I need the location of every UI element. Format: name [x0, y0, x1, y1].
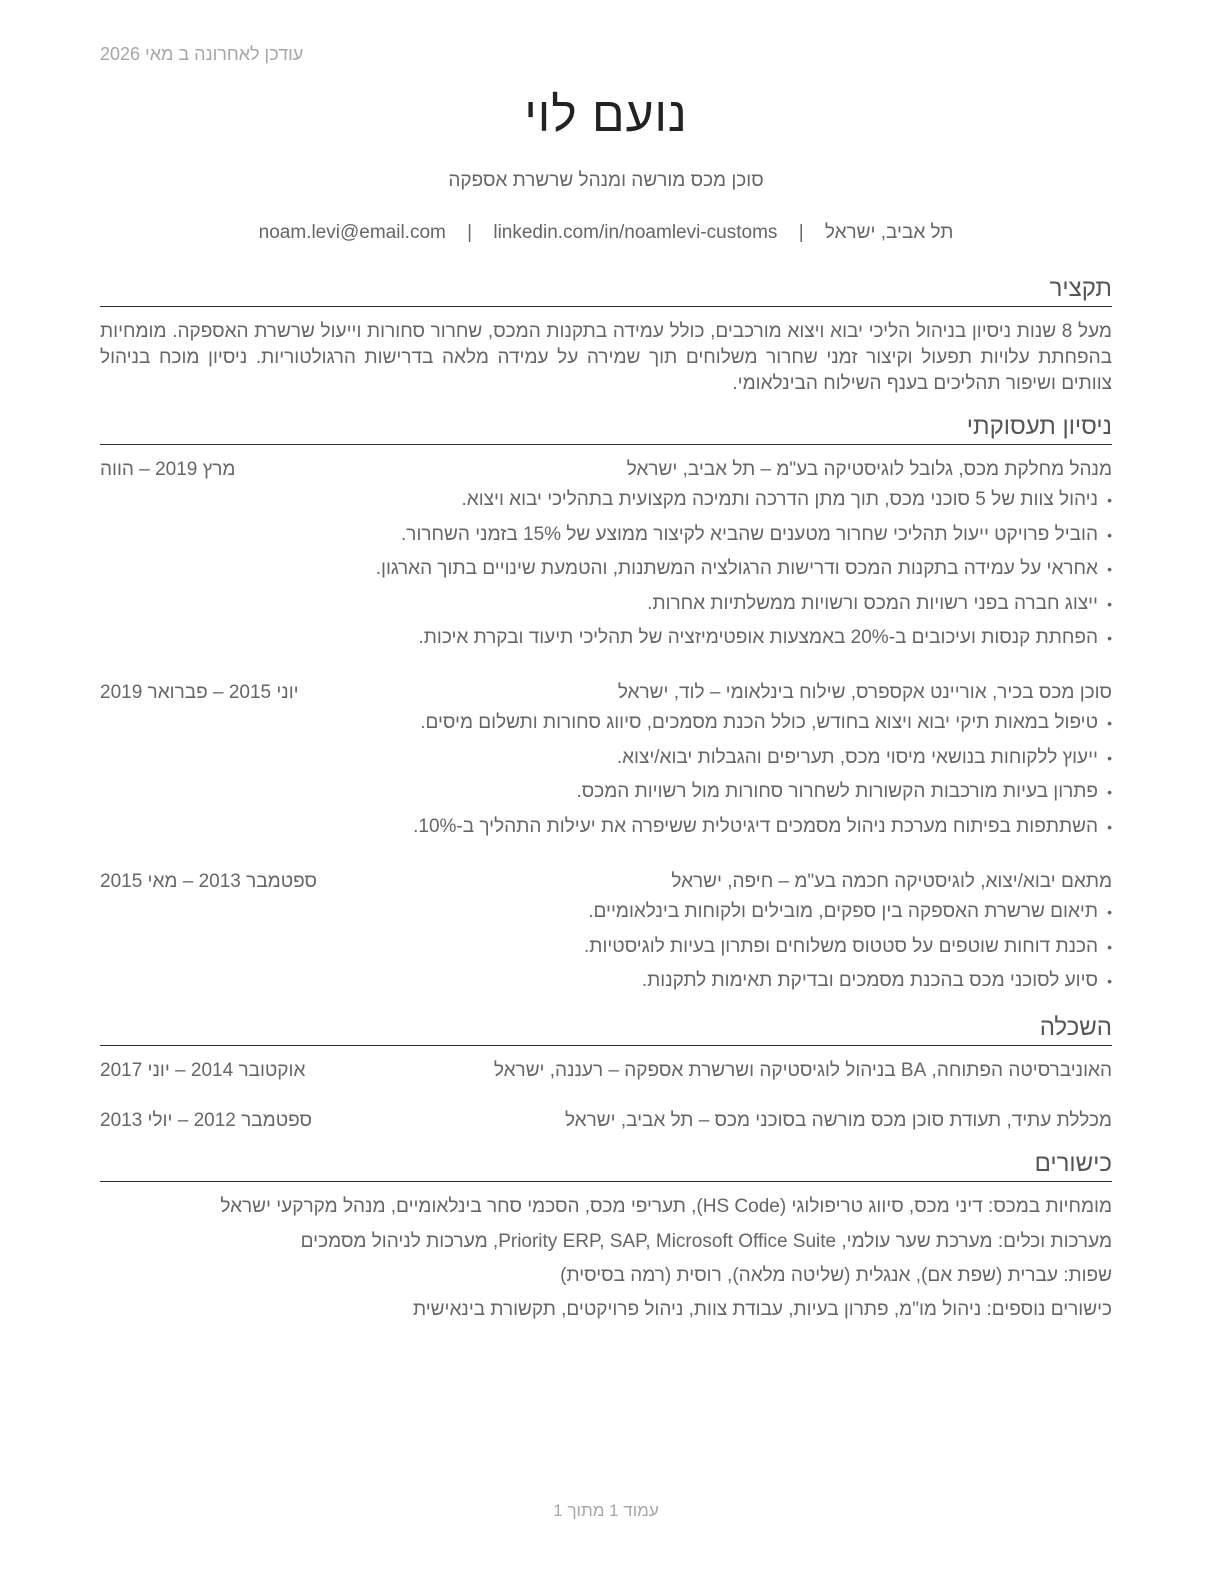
job-entry — [100, 869, 1112, 1003]
list-item: • ניהול צוות של 5 סוכני מכס, תוך מתן הדרכה ותמיכה מקצועית בתהליכי יבוא ויצוא. — [100, 487, 1098, 513]
job-title: מנהל מחלקת מכס, גלובל לוגיסטיקה בע"מ – תל אביב, ישראל — [626, 459, 1112, 480]
location: תל אביב, ישראל — [824, 222, 954, 243]
section-heading-skills: כישורים — [100, 1149, 1112, 1182]
job-entry — [100, 457, 1112, 660]
list-item: • הוביל פרויקט ייעול תהליכי שחרור מטענים שהביא לקיצור ממוצע של 15% בזמני השחרור. — [100, 522, 1098, 548]
list-item: • סיוע לסוכני מכס בהכנת מסמכים ובדיקת תאימות לתקנות. — [100, 968, 1098, 994]
job-title: סוכן מכס בכיר, אוריינט אקספרס, שילוח בינלאומי – לוד, ישראל — [617, 682, 1112, 703]
skill-line: שפות: עברית (שפת אם), אנגלית (שליטה מלאה), רוסית (רמה בסיסית) — [560, 1265, 1112, 1286]
skill-line: מומחיות במכס: דיני מכס, סיווג טריפולוגי (HS Code), תעריפי מכס, הסכמי סחר בינלאומיים, מנהל מקרקעי ישראל — [220, 1196, 1112, 1217]
education-dates: ספטמבר 2012 – יולי 2013 — [100, 1110, 312, 1131]
education-entry — [100, 1058, 1112, 1084]
page-number: עמוד 1 מתוך 1 — [553, 1501, 659, 1520]
job-bullets — [100, 487, 1112, 651]
job-bullets — [100, 899, 1112, 994]
education-dates: אוקטובר 2014 – יוני 2017 — [100, 1060, 306, 1081]
contact-line — [100, 222, 1112, 244]
education-title: מכללת עתיד, תעודת סוכן מכס מורשה בסוכני מכס – תל אביב, ישראל — [564, 1110, 1112, 1131]
education-entry — [100, 1108, 1112, 1134]
list-item: • השתתפות בפיתוח מערכת ניהול מסמכים דיגיטלית ששיפרה את יעילות התהליך ב-10%. — [100, 814, 1098, 840]
list-item: • פתרון בעיות מורכבות הקשורות לשחרור סחורות מול רשויות המכס. — [100, 779, 1098, 805]
last-updated: עודכן לאחרונה ב מאי 2026 — [100, 44, 304, 64]
job-dates: ספטמבר 2013 – מאי 2015 — [100, 871, 318, 892]
list-item: • טיפול במאות תיקי יבוא ויצוא בחודש, כולל הכנת מסמכים, סיווג סחורות ותשלום מיסים. — [100, 710, 1098, 736]
job-title: מתאם יבוא/יצוא, לוגיסטיקה חכמה בע"מ – חיפה, ישראל — [671, 871, 1112, 892]
email-link[interactable]: noam.levi@email.com — [258, 222, 446, 243]
list-item: • הכנת דוחות שוטפים על סטטוס משלוחים ופתרון בעיות לוגיסטיות. — [100, 934, 1098, 960]
resume-page — [100, 0, 1112, 1584]
job-entry — [100, 680, 1112, 848]
section-heading-summary: תקציר — [100, 274, 1112, 307]
skill-line: מערכות וכלים: מערכת שער עולמי, Priority ERP, SAP, Microsoft Office Suite, מערכות לניהול מסמכים — [300, 1231, 1112, 1252]
section-heading-education: השכלה — [100, 1013, 1112, 1046]
list-item: • ייצוג חברה בפני רשויות המכס ורשויות ממשלתיות אחרות. — [100, 591, 1098, 617]
list-item: • ייעוץ ללקוחות בנושאי מיסוי מכס, תעריפים והגבלות יבוא/יצוא. — [100, 745, 1098, 771]
skill-line: כישורים נוספים: ניהול מו"מ, פתרון בעיות, עבודת צוות, ניהול פרויקטים, תקשורת בינאישית — [413, 1299, 1112, 1320]
job-dates: יוני 2015 – פברואר 2019 — [100, 682, 299, 703]
job-bullets — [100, 710, 1112, 840]
candidate-subtitle: סוכן מכס מורשה ומנהל שרשרת אספקה — [448, 170, 764, 191]
section-heading-experience: ניסיון תעסוקתי — [100, 412, 1112, 445]
job-dates: מרץ 2019 – הווה — [100, 459, 236, 480]
summary-text: מעל 8 שנות ניסיון בניהול הליכי יבוא ויצוא מורכבים, כולל עמידה בתקנות המכס, שחרור סחורות וייעול שרשרת האספקה. מומחיות בהפחתת עלויות תפעול וקיצור זמני שחרור משלוחים תוך שמירה על עמידה מלאה בדרישות הרגולטוריות. ניסיון מוכח בניהול צוותים ושיפור תהליכים בענף השילוח הבינלאומי. — [100, 321, 1112, 394]
list-item: • הפחתת קנסות ועיכובים ב-20% באמצעות אופטימיזציה של תהליכי תיעוד ובקרת איכות. — [100, 625, 1098, 651]
contact-separator: | — [467, 222, 473, 243]
contact-separator: | — [798, 222, 804, 243]
list-item: • תיאום שרשרת האספקה בין ספקים, מובילים ולקוחות בינלאומיים. — [100, 899, 1098, 925]
linkedin-link[interactable]: linkedin.com/in/noamlevi-customs — [493, 222, 778, 243]
list-item: • אחראי על עמידה בתקנות המכס ודרישות הרגולציה המשתנות, והטמעת שינויים בתוך הארגון. — [100, 556, 1098, 582]
candidate-name: נועם לוי — [524, 89, 688, 142]
education-title: האוניברסיטה הפתוחה, BA בניהול לוגיסטיקה ושרשרת אספקה – רעננה, ישראל — [493, 1060, 1112, 1081]
